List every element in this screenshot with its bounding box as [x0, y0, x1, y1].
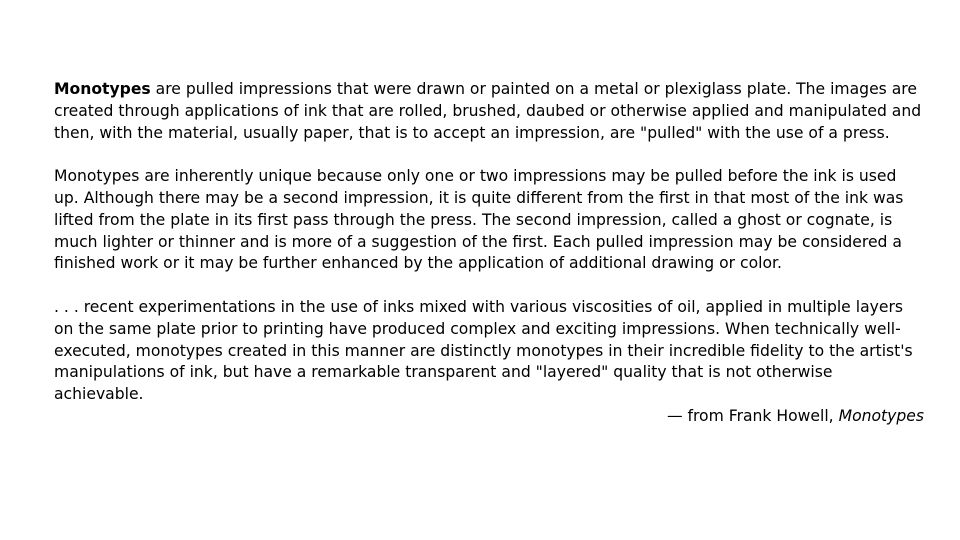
document-body	[54, 79, 924, 428]
paragraph-quote: . . . recent experimentations in the use of inks mixed with various viscosities of oil, applied in multiple layers on the same plate prior to printing have produced complex and exciting impressions. When technically well-executed, monotypes created in this manner are distinctly monotypes in their incredible fidelity to the artist's manipulations of ink, but have a remarkable transparent and "layered" quality that is not otherwise achievable.	[54, 297, 913, 404]
term-monotypes: Monotypes	[54, 80, 151, 98]
definition-text: are pulled impressions that were drawn or painted on a metal or plexiglass plate. The images are created through applications of ink that are rolled, brushed, daubed or otherwise applied and manipulated and then, with the material, usually paper, that is to accept an impression, are "pulled" with the use of a press.	[54, 80, 922, 142]
paragraph-definition	[54, 79, 924, 144]
attribution-work-title: Monotypes	[838, 406, 924, 425]
quote-attribution	[54, 406, 924, 428]
attribution-author: — from Frank Howell,	[666, 406, 839, 425]
paragraph-uniqueness: Monotypes are inherently unique because only one or two impressions may be pulled before the ink is used up. Although there may be a second impression, it is quite different from the first in that most of the ink was lifted from the plate in its first pass through the press. The second impression, called a ghost or cognate, is much lighter or thinner and is more of a suggestion of the first. Each pulled impression may be considered a finished work or it may be further enhanced by the application of additional drawing or color.	[54, 167, 904, 273]
